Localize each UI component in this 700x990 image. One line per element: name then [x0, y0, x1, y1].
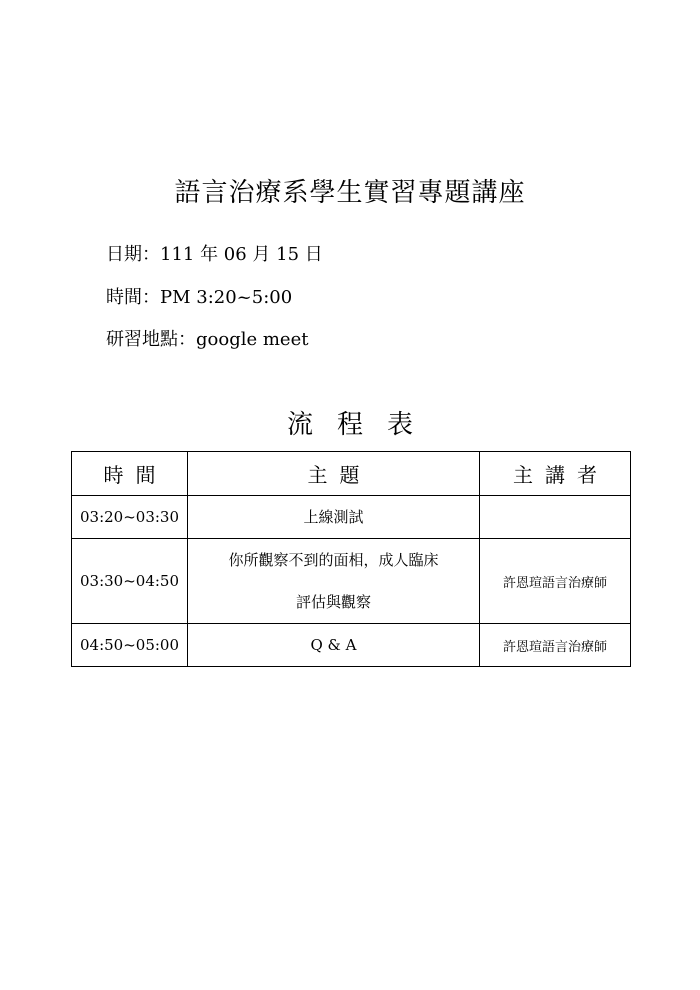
row-topic-line: 你所觀察不到的面相，成人臨床: [228, 551, 439, 569]
table-row: [72, 496, 631, 539]
table-row: [72, 624, 631, 667]
table-header-row: [72, 452, 631, 496]
row-topic-line: Q & A: [310, 636, 357, 654]
row-topic: [188, 539, 480, 624]
event-location: 研習地點：google meet: [106, 329, 309, 350]
schedule-title: 流程表: [286, 410, 437, 440]
schedule-table: [71, 451, 631, 667]
row-topic: [188, 624, 480, 667]
event-time: 時間：PM 3:20~5:00: [106, 287, 293, 308]
page-title: 語言治療系學生實習專題講座: [174, 178, 526, 208]
row-speaker: 許恩瑄語言治療師: [480, 624, 631, 667]
row-time: 03:30~04:50: [72, 539, 188, 624]
table-row: [72, 539, 631, 624]
row-speaker: [480, 496, 631, 539]
row-time: 03:20~03:30: [72, 496, 188, 539]
row-topic-line: 上線測試: [303, 508, 364, 526]
row-topic-line: 評估與觀察: [295, 593, 371, 611]
event-date: 日期：111 年 06 月 15 日: [106, 244, 323, 265]
row-time: 04:50~05:00: [72, 624, 188, 667]
row-speaker: 許恩瑄語言治療師: [480, 539, 631, 624]
header-speaker: 主講者: [480, 452, 631, 496]
header-time: 時間: [72, 452, 188, 496]
header-topic: 主題: [188, 452, 480, 496]
row-topic: [188, 496, 480, 539]
